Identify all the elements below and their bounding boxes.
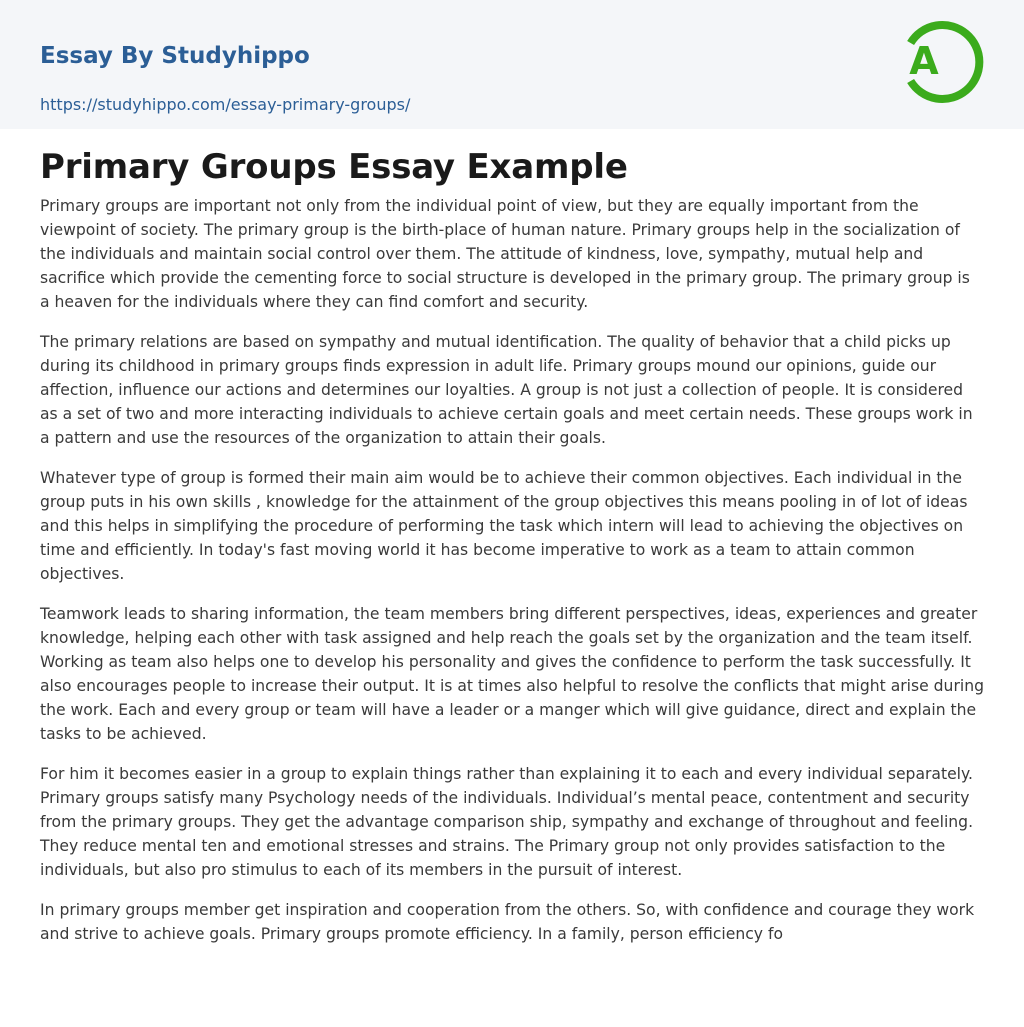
paragraph-3: Whatever type of group is formed their main aim would be to achieve their common objectives. Each individual in the group puts in his own skills , knowledge for the attainment of the group objectives this means pooling in of lot of ideas and this helps in simplifying the procedure of performing the task which intern will lead to achieving the objectives on time and efficiently. In today's fast moving world it has become imperative to work as a team to attain common objectives. (40, 469, 968, 583)
paragraph-1: Primary groups are important not only from the individual point of view, but they are equally important from the viewpoint of society. The primary group is the birth-place of human nature. Primary groups help in the socialization of the individuals and maintain social control over them. The attitude of kindness, love, sympathy, mutual help and sacrifice which provide the cementing force to social structure is developed in the primary group. The primary group is a heaven for the individuals where they can find comfort and security. (40, 197, 970, 311)
logo-letter: A (909, 39, 939, 83)
brand-title: Essay By Studyhippo (40, 43, 310, 69)
article (0, 129, 1024, 946)
paragraph-2: The primary relations are based on sympathy and mutual identification. The quality of behavior that a child picks up during its childhood in primary groups finds expression in adult life. Primary groups mound our opinions, guide our affection, influence our actions and determines our loyalties. A group is not just a collection of people. It is considered as a set of two and more interacting individuals to achieve certain goals and meet certain needs. These groups work in a pattern and use the resources of the organization to attain their goals. (40, 333, 973, 447)
logo-graphic (899, 19, 985, 105)
paragraph-5: For him it becomes easier in a group to explain things rather than explaining it to each and every individual separately. Primary groups satisfy many Psychology needs of the individuals. Individual’s mental peace, contentment and security from the primary groups. They get the advantage comparison ship, sympathy and exchange of throughout and feeling. They reduce mental ten and emotional stresses and strains. The Primary group not only provides satisfaction to the individuals, but also pro stimulus to each of its members in the pursuit of interest. (40, 765, 974, 879)
paragraph-4: Teamwork leads to sharing information, the team members bring different perspectives, ideas, experiences and greater knowledge, helping each other with task assigned and help reach the goals set by the organization and the team itself. Working as team also helps one to develop his personality and gives the confidence to perform the task successfully. It also encourages people to increase their output. It is at times also helpful to resolve the conflicts that might arise during the work. Each and every group or team will have a leader or a manger which will give guidance, direct and explain the tasks to be achieved. (40, 605, 984, 743)
paragraph-6: In primary groups member get inspiration and cooperation from the others. So, with confidence and courage they work and strive to achieve goals. Primary groups promote efficiency. In a family, person efficiency fo (40, 901, 975, 943)
studyhippo-logo-icon[interactable] (899, 19, 985, 105)
source-url-link[interactable]: https://studyhippo.com/essay-primary-groups/ (40, 95, 411, 114)
site-header (0, 0, 1024, 129)
page-title: Primary Groups Essay Example (40, 147, 628, 187)
